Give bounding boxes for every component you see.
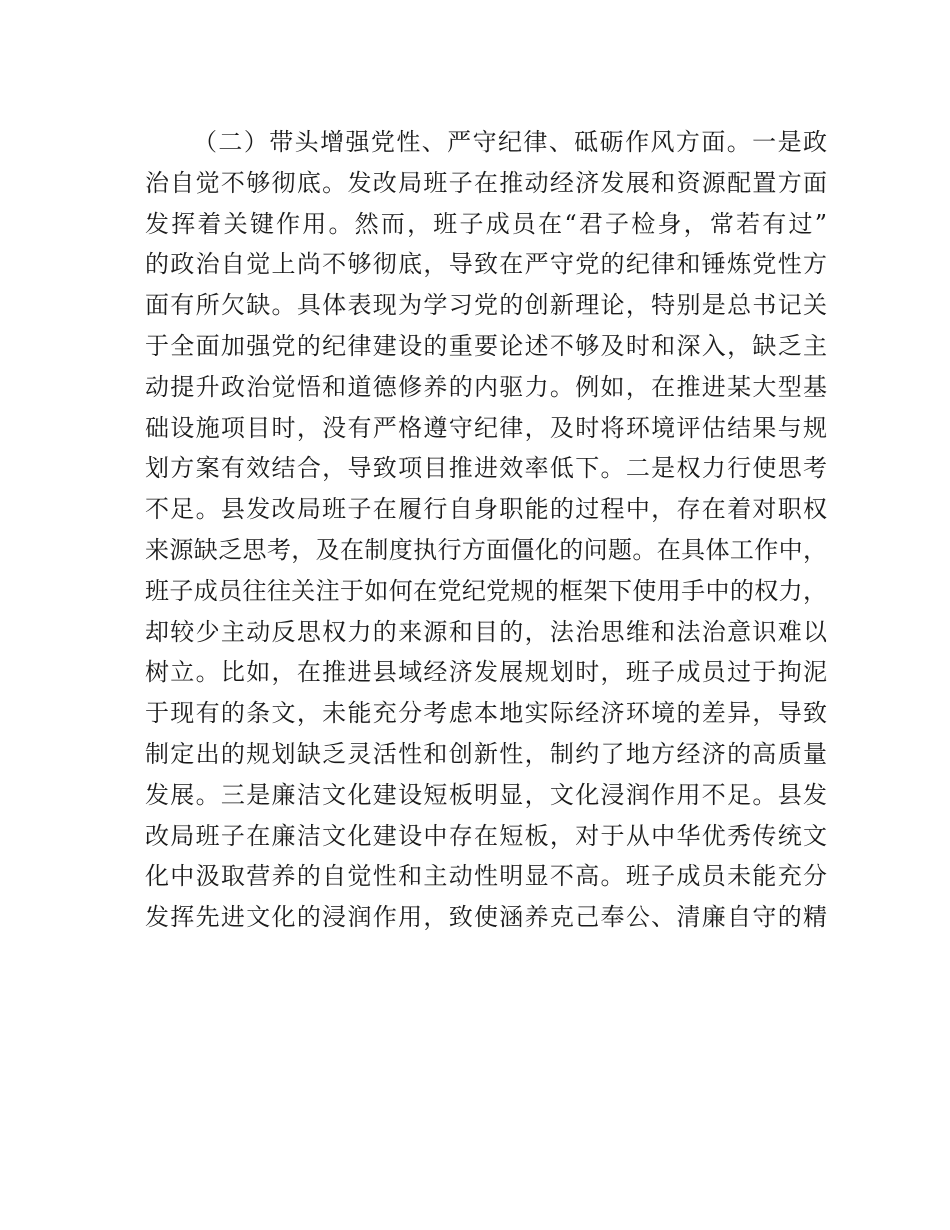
paragraph-line: 于现有的条文，未能充分考虑本地实际经济环境的差异，导致: [145, 699, 827, 728]
paragraph-line: （二）带头增强党性、严守纪律、砥砺作风方面。一是政: [193, 128, 827, 156]
paragraph-line: 治自觉不够彻底。发改局班子在推动经济发展和资源配置方面: [145, 168, 827, 197]
paragraph-line: 化中汲取营养的自觉性和主动性明显不高。班子成员未能充分: [145, 862, 827, 891]
paragraph-line: 的政治自觉上尚不够彻底，导致在严守党的纪律和锤炼党性方: [145, 250, 827, 279]
paragraph-line: 发展。三是廉洁文化建设短板明显，文化浸润作用不足。县发: [145, 780, 827, 809]
paragraph-line: 改局班子在廉洁文化建设中存在短板，对于从中华优秀传统文: [145, 821, 827, 850]
paragraph-line: 树立。比如，在推进县域经济发展规划时，班子成员过于拘泥: [145, 658, 827, 687]
paragraph-line: 班子成员往往关注于如何在党纪党规的框架下使用手中的权力，: [145, 576, 827, 605]
paragraph-line: 来源缺乏思考，及在制度执行方面僵化的问题。在具体工作中，: [145, 535, 827, 564]
paragraph-line: 制定出的规划缺乏灵活性和创新性，制约了地方经济的高质量: [145, 739, 827, 768]
paragraph-line: 发挥先进文化的浸润作用，致使涵养克己奉公、清廉自守的精: [145, 903, 827, 932]
paragraph-line: 础设施项目时，没有严格遵守纪律，及时将环境评估结果与规: [145, 413, 827, 442]
paragraph-line: 面有所欠缺。具体表现为学习党的创新理论，特别是总书记关: [145, 291, 827, 320]
paragraph-line: 发挥着关键作用。然而，班子成员在“君子检身，常若有过”: [145, 209, 827, 238]
paragraph-line: 却较少主动反思权力的来源和目的，法治思维和法治意识难以: [145, 617, 827, 646]
paragraph-line: 动提升政治觉悟和道德修养的内驱力。例如，在推进某大型基: [145, 372, 827, 401]
body-paragraph: [145, 122, 827, 938]
paragraph-line: 不足。县发改局班子在履行自身职能的过程中，存在着对职权: [145, 495, 827, 524]
paragraph-line: 划方案有效结合，导致项目推进效率低下。二是权力行使思考: [145, 454, 827, 483]
paragraph-line: 于全面加强党的纪律建设的重要论述不够及时和深入，缺乏主: [145, 331, 827, 360]
